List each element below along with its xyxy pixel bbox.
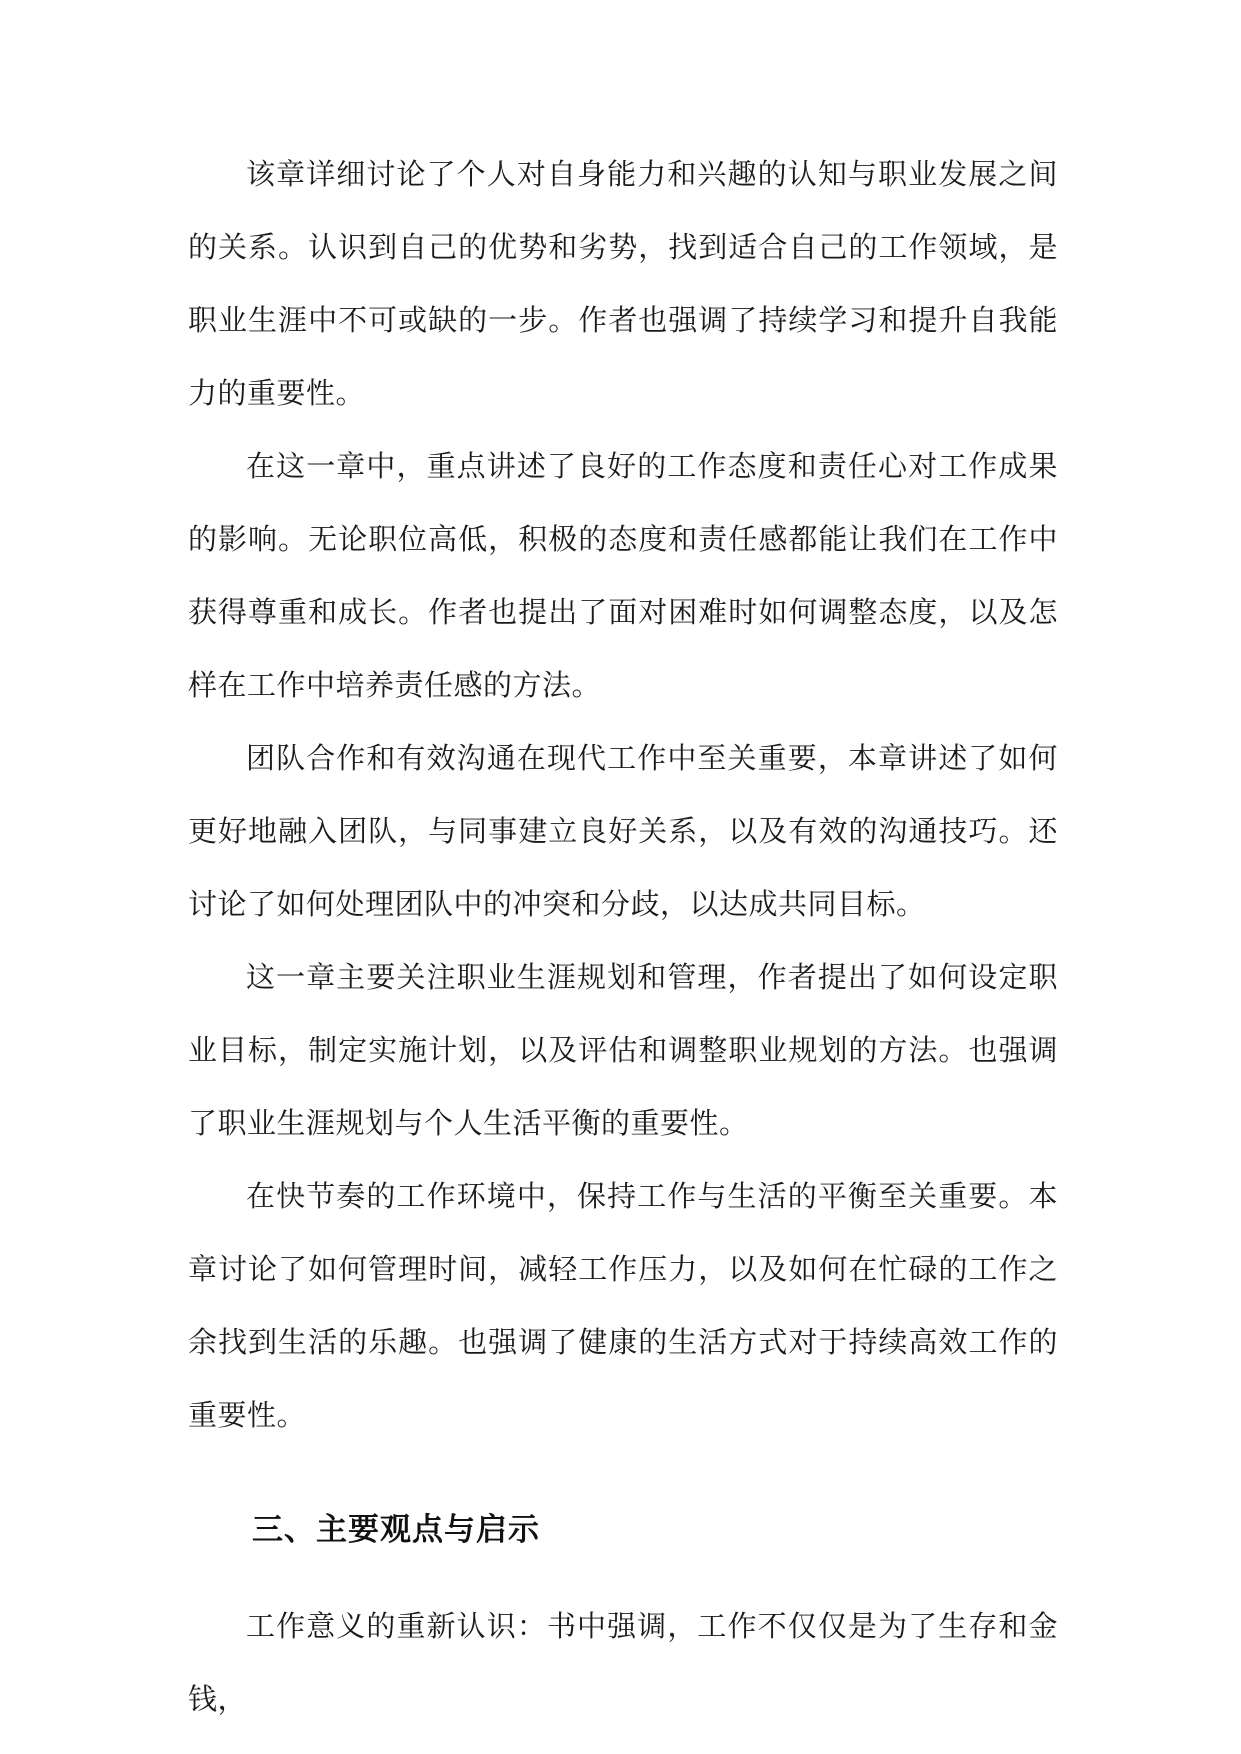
paragraph-work-attitude: 在这一章中，重点讲述了良好的工作态度和责任心对工作成果的影响。无论职位高低，积极的态度和责任感都能让我们在工作中获得尊重和成长。作者也提出了面对困难时如何调整态度，以及怎样在工作中培养责任感的方法。 <box>188 449 1058 702</box>
document-body <box>188 138 1058 1736</box>
paragraph-work-meaning: 工作意义的重新认识：书中强调，工作不仅仅是为了生存和金钱， <box>188 1609 1058 1716</box>
paragraph-career-planning: 这一章主要关注职业生涯规划和管理，作者提出了如何设定职业目标，制定实施计划，以及评估和调整职业规划的方法。也强调了职业生涯规划与个人生活平衡的重要性。 <box>188 960 1058 1140</box>
section-heading: 三、主要观点与启示 <box>252 1512 540 1548</box>
paragraph-teamwork: 团队合作和有效沟通在现代工作中至关重要，本章讲述了如何更好地融入团队，与同事建立良好关系，以及有效的沟通技巧。还讨论了如何处理团队中的冲突和分歧，以达成共同目标。 <box>188 741 1058 921</box>
paragraph-work-life-balance: 在快节奏的工作环境中，保持工作与生活的平衡至关重要。本章讨论了如何管理时间，减轻工作压力，以及如何在忙碌的工作之余找到生活的乐趣。也强调了健康的生活方式对于持续高效工作的重要性。 <box>188 1179 1058 1432</box>
paragraph-self-awareness: 该章详细讨论了个人对自身能力和兴趣的认知与职业发展之间的关系。认识到自己的优势和劣势，找到适合自己的工作领域，是职业生涯中不可或缺的一步。作者也强调了持续学习和提升自我能力的重要性。 <box>188 157 1058 410</box>
